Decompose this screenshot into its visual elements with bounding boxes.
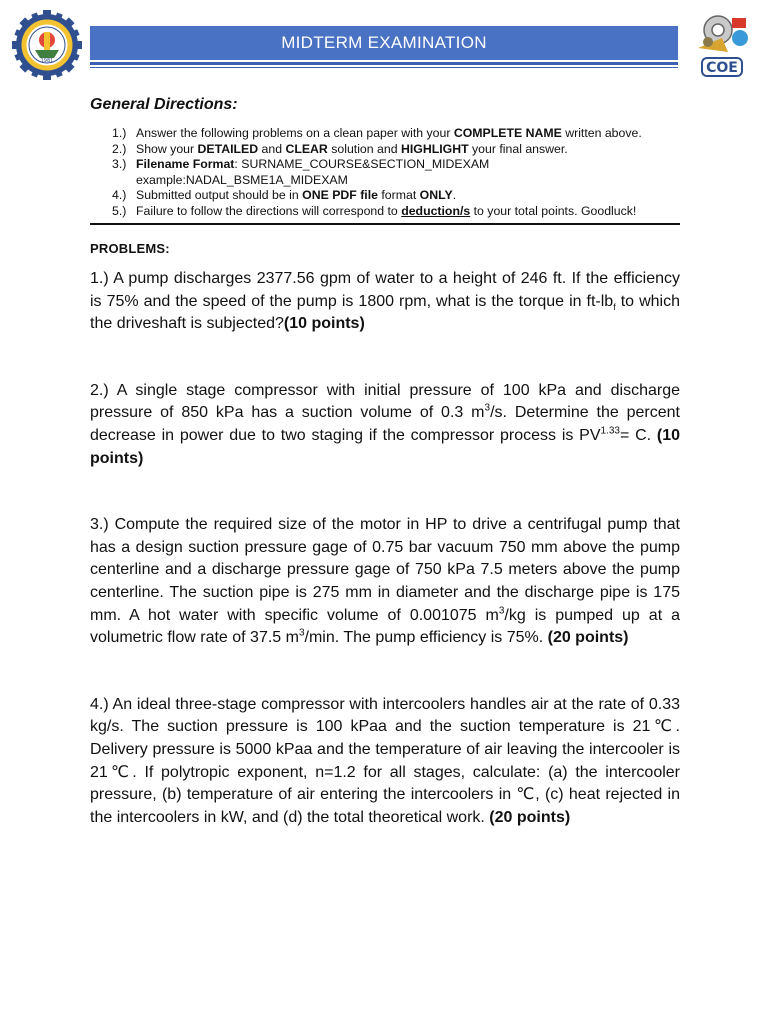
text-run: /s. Determine the percent decrease in power due to two staging if the compressor process is PV	[90, 404, 680, 444]
bold-text: deduction/s	[401, 203, 471, 218]
page-header	[0, 0, 768, 96]
bold-text: COMPLETE NAME	[453, 126, 562, 140]
direction-number: 3.)	[112, 157, 127, 171]
text-run: to which the driveshaft is subjected?	[90, 292, 680, 333]
text-run: 1.) A pump discharges 2377.56 gpm of water to a height of 246 ft. If the efficiency is 75% and the speed of the pump is 1800 rpm, what is the torque in ft-lb	[90, 270, 680, 310]
subscript: f	[613, 301, 616, 312]
text-run: : SURNAME_COURSE&SECTION_MIDEXAM	[234, 157, 490, 171]
problems-heading: PROBLEMS:	[90, 241, 170, 256]
text-run: Answer the following problems on a clean paper with your	[136, 126, 454, 140]
bold-text: (10 points)	[90, 426, 680, 467]
directions-list	[90, 126, 680, 219]
bold-text: ONLY	[419, 188, 453, 202]
text-run: /kg is pumped up at a volumetric flow rate of 37.5 m	[90, 606, 681, 647]
text-run: 2.) A single stage compressor with initial pressure of 100 kPa and discharge pressure of 850 kPa has a suction volume of 0.3 m	[90, 381, 680, 422]
superscript: 3	[298, 627, 305, 639]
text-run: .	[452, 188, 457, 202]
general-directions-title: General Directions:	[90, 96, 238, 113]
direction-item	[112, 126, 680, 142]
text-run: solution and	[327, 141, 401, 156]
problem-3	[90, 514, 680, 650]
text-run: your final answer.	[468, 141, 568, 156]
bold-text: CLEAR	[285, 141, 328, 156]
exam-title-banner	[90, 26, 678, 60]
direction-text	[136, 204, 636, 218]
direction-item	[112, 188, 680, 204]
bold-text: HIGHLIGHT	[400, 141, 469, 156]
problems-list	[90, 268, 680, 829]
text-run: Failure to follow the directions will correspond to	[136, 203, 402, 218]
text-run: = C.	[619, 426, 657, 444]
text-run: written above.	[561, 126, 642, 140]
text-run: Submitted output should be in	[136, 188, 303, 202]
header-rule-thin	[90, 67, 678, 68]
text-run: 3.) Compute the required size of the motor in HP to drive a centrifugal pump that has a design suction pressure gage of 0.75 bar vacuum 750 mm above the pump centerline and a discharge pressure gage of 750 kPa 7.5 meters above the pump centerline. The suction pipe is 275 mm in diameter and the discharge pipe is 175 mm. A hot water with specific volume of 0.001075 m	[90, 516, 680, 624]
direction-number: 1.)	[112, 126, 127, 140]
svg-text:COE: COE	[706, 60, 738, 76]
university-seal-logo	[12, 10, 82, 80]
direction-number: 4.)	[112, 188, 127, 202]
direction-text	[136, 126, 642, 140]
superscript: 3	[484, 403, 491, 415]
direction-text	[136, 142, 568, 156]
header-rule-thick	[90, 62, 678, 65]
bold-text: Filename Format	[136, 157, 235, 171]
directions-divider	[90, 223, 680, 225]
direction-number: 2.)	[112, 141, 127, 156]
text-run: to your total points. Goodluck!	[470, 203, 637, 218]
bold-text: (20 points)	[547, 629, 629, 647]
superscript: 3	[498, 605, 505, 617]
problem-1	[90, 268, 680, 336]
direction-item	[112, 142, 680, 158]
text-run: 4.) An ideal three-stage compressor with intercoolers handles air at the rate of 0.33 kg/s. The suction pressure is 100 kPaa and the suction temperature is 21℃. Delivery pressure is 5000 kPaa and the temperature of air leaving the intercooler is 21℃. If polytropic exponent, n=1.2 for all stages, calculate: (a) the intercooler pressure, (b) temperature of air entering the intercoolers in ℃, (c) heat rejected in the intercoolers in kW, and (d) the total theoretical work.	[90, 695, 680, 826]
exam-title: MIDTERM EXAMINATION	[281, 33, 487, 52]
text-run: example:NADAL_BSME1A_MIDEXAM	[136, 172, 348, 187]
text-run: Show your	[136, 141, 198, 156]
svg-text:1981: 1981	[40, 58, 54, 64]
direction-number: 5.)	[112, 203, 127, 218]
exam-content	[90, 96, 680, 873]
direction-item	[112, 204, 680, 220]
superscript: 1.33	[600, 425, 620, 437]
bold-text: (20 points)	[489, 808, 571, 826]
direction-text	[136, 188, 456, 202]
direction-text	[136, 157, 489, 187]
bold-text: (10 points)	[283, 315, 365, 333]
bold-text: ONE PDF file	[302, 188, 378, 202]
problem-2	[90, 380, 680, 470]
problem-4	[90, 694, 680, 830]
bold-text: DETAILED	[197, 141, 259, 156]
text-run: /min. The pump efficiency is 75%.	[304, 629, 548, 647]
college-of-engineering-logo	[688, 8, 758, 80]
text-run: and	[258, 141, 286, 156]
text-run: format	[377, 188, 420, 202]
direction-item	[112, 157, 680, 188]
